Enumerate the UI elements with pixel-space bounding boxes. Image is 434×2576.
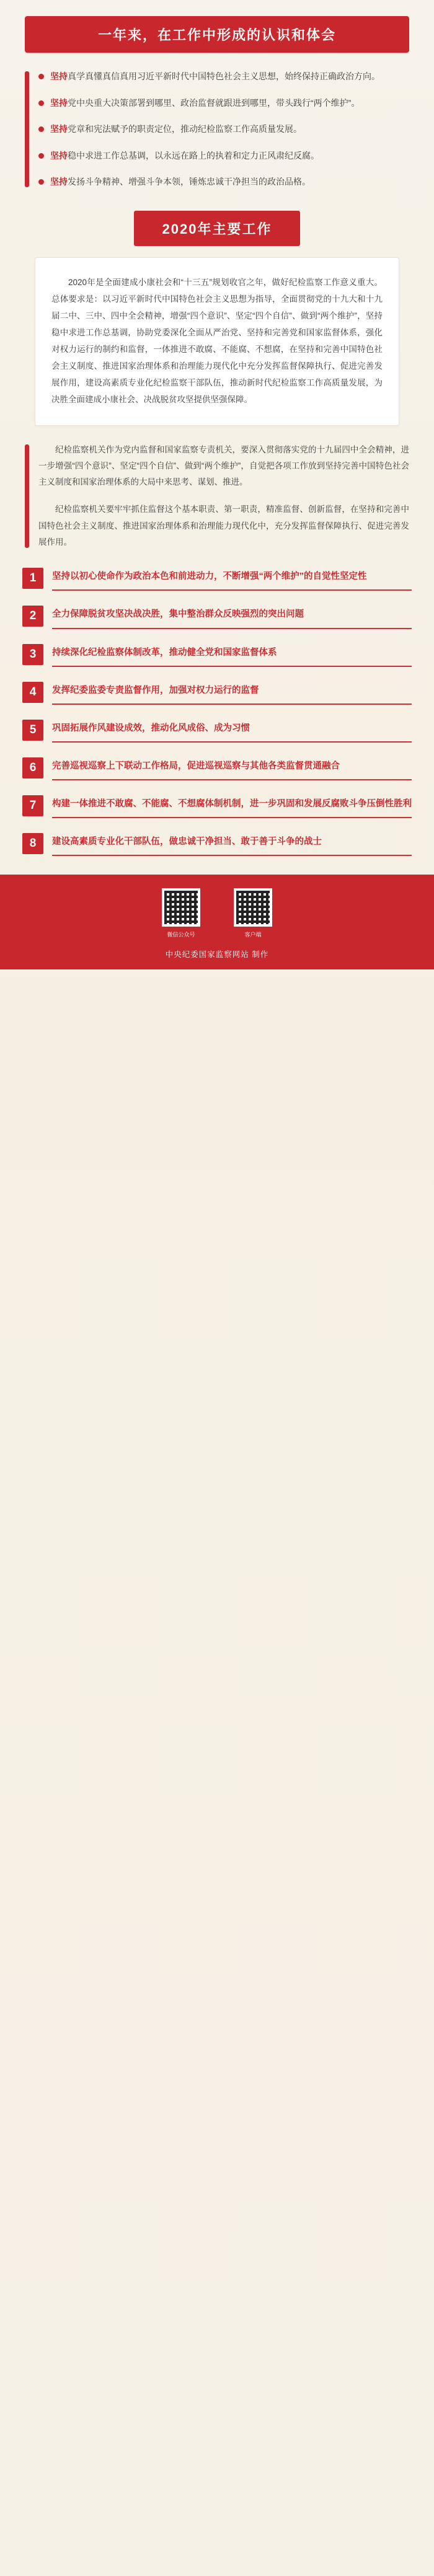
task-body (52, 795, 412, 818)
section2-paper-paragraph: 2020年是全面建成小康社会和“十三五”规划收官之年，做好纪检监察工作意义重大。总体要求是：以习近平新时代中国特色社会主义思想为指导，全面贯彻党的十九大和十九届二中、三中、四中全会精神，增强“四个意识”、坚定“四个自信”、做到“两个维护”，坚持稳中求进工作总基调，协助党委深化全面从严治党、坚持和完善党和国家监督体系，强化对权力运行的制约和监督，一体推进不敢腐、不能腐、不想腐，在坚持和完善中国特色社会主义制度、推进国家治理体系和治理能力现代化中充分发挥监督保障执行、促进完善发展作用，建设高素质专业化纪检监察干部队伍，推动新时代纪检监察工作高质量发展，为决胜全面建成小康社会、决战脱贫攻坚提供坚强保障。 (51, 277, 383, 404)
app-qr-icon[interactable] (234, 888, 272, 927)
bullet-keyword: 坚持 (50, 97, 68, 108)
footer (0, 875, 434, 969)
task-number: 1 (22, 568, 43, 589)
bullet-text (50, 174, 311, 190)
task-text: 完善巡视巡察上下联动工作格局，促进巡视巡察与其他各类监督贯通融合 (52, 761, 340, 771)
task-item (22, 833, 412, 856)
section1-bullet-list (25, 69, 409, 190)
task-list (22, 568, 412, 856)
bullet-body: 真学真懂真信真用习近平新时代中国特色社会主义思想，始终保持正确政治方向。 (68, 71, 380, 81)
bullet-body: 发扬斗争精神、增强斗争本领，锤炼忠诚干净担当的政治品格。 (68, 177, 311, 187)
task-number: 8 (22, 833, 43, 854)
bullet-text (50, 69, 380, 84)
qr-item[interactable] (162, 888, 200, 938)
task-body (52, 606, 412, 629)
task-text: 坚持以初心使命作为政治本色和前进动力，不断增强“两个维护”的自觉性坚定性 (52, 571, 367, 582)
section2-ribbon-wrap (0, 211, 434, 246)
section2-ribbon-title: 2020年主要工作 (134, 211, 301, 246)
task-number: 3 (22, 644, 43, 665)
qr-label: 微信公众号 (167, 932, 195, 938)
task-body (52, 568, 412, 591)
task-item (22, 757, 412, 780)
wechat-qr-icon[interactable] (162, 888, 200, 927)
task-divider (52, 817, 412, 818)
task-body (52, 644, 412, 667)
task-body (52, 720, 412, 743)
task-text: 构建一体推进不敢腐、不能腐、不想腐体制机制，进一步巩固和发展反腐败斗争压倒性胜利 (52, 798, 412, 809)
task-item (22, 644, 412, 667)
task-text: 持续深化纪检监察体制改革，推动健全党和国家监督体系 (52, 647, 277, 658)
bullet-dot-icon (38, 126, 44, 132)
bullet-body: 党章和宪法赋予的职责定位，推动纪检监察工作高质量发展。 (68, 124, 302, 134)
task-number: 4 (22, 682, 43, 703)
bullet-dot-icon (38, 100, 44, 106)
section2-redbar-paragraphs (25, 442, 409, 551)
redbar-paragraph: 纪检监察机关要牢牢抓住监督这个基本职责、第一职责，精准监督、创新监督，在坚持和完善中国特色社会主义制度、推进国家治理体系和治理能力现代化中，充分发挥监督保障执行、促进完善发展作用。 (38, 505, 409, 547)
task-divider (52, 741, 412, 743)
task-number: 7 (22, 795, 43, 816)
task-body (52, 833, 412, 856)
bullet-dot-icon (38, 153, 44, 159)
bullet-keyword: 坚持 (50, 124, 68, 134)
task-item (22, 606, 412, 629)
task-divider (52, 855, 412, 856)
list-item (38, 69, 409, 84)
task-item (22, 720, 412, 743)
section1-banner-wrap (0, 0, 434, 53)
qr-item[interactable] (234, 888, 272, 938)
list-item (38, 95, 409, 111)
list-item (38, 121, 409, 137)
section2-paper-card (35, 257, 399, 426)
task-number: 2 (22, 606, 43, 627)
task-item (22, 682, 412, 705)
task-text: 巩固拓展作风建设成效，推动化风成俗、成为习惯 (52, 723, 250, 733)
section1-banner-title: 一年来，在工作中形成的认识和体会 (25, 16, 409, 53)
bullet-keyword: 坚持 (50, 71, 68, 81)
task-text: 发挥纪委监委专责监督作用，加强对权力运行的监督 (52, 685, 259, 695)
bullet-text (50, 148, 319, 164)
task-item (22, 568, 412, 591)
task-divider (52, 779, 412, 780)
task-text: 建设高素质专业化干部队伍，做忠诚干净担当、敢于善于斗争的战士 (52, 837, 322, 847)
bullet-body: 党中央重大决策部署到哪里、政治监督就跟进到哪里，带头践行“两个维护”。 (68, 97, 360, 108)
task-body (52, 682, 412, 705)
bullet-text (50, 95, 360, 111)
bullet-dot-icon (38, 74, 44, 79)
task-divider (52, 704, 412, 705)
list-item (38, 174, 409, 190)
bullet-keyword: 坚持 (50, 177, 68, 187)
bullet-dot-icon (38, 179, 44, 185)
footer-title: 中央纪委国家监察网站 制作 (165, 950, 269, 959)
bullet-text (50, 121, 302, 137)
task-number: 5 (22, 720, 43, 741)
bullet-keyword: 坚持 (50, 150, 68, 161)
task-divider (52, 666, 412, 667)
task-number: 6 (22, 757, 43, 779)
qr-pattern (164, 891, 198, 924)
task-item (22, 795, 412, 818)
task-divider (52, 589, 412, 591)
task-text: 全力保障脱贫攻坚决战决胜，集中整治群众反映强烈的突出问题 (52, 609, 304, 620)
list-item (38, 148, 409, 164)
qr-label: 客户端 (244, 932, 262, 938)
qr-pattern (236, 891, 270, 924)
footer-qr-group (0, 888, 434, 938)
redbar-paragraph: 纪检监察机关作为党内监督和国家监察专责机关，要深入贯彻落实党的十九届四中全会精神，进一步增强“四个意识”、坚定“四个自信”、做到“两个维护”，自觉把各项工作放到坚持完善中国特色社会主义制度和国家治理体系的大局中来思考、谋划、推进。 (38, 444, 409, 487)
task-body (52, 757, 412, 780)
bullet-body: 稳中求进工作总基调，以永远在路上的执着和定力正风肃纪反腐。 (68, 150, 319, 161)
task-divider (52, 628, 412, 629)
